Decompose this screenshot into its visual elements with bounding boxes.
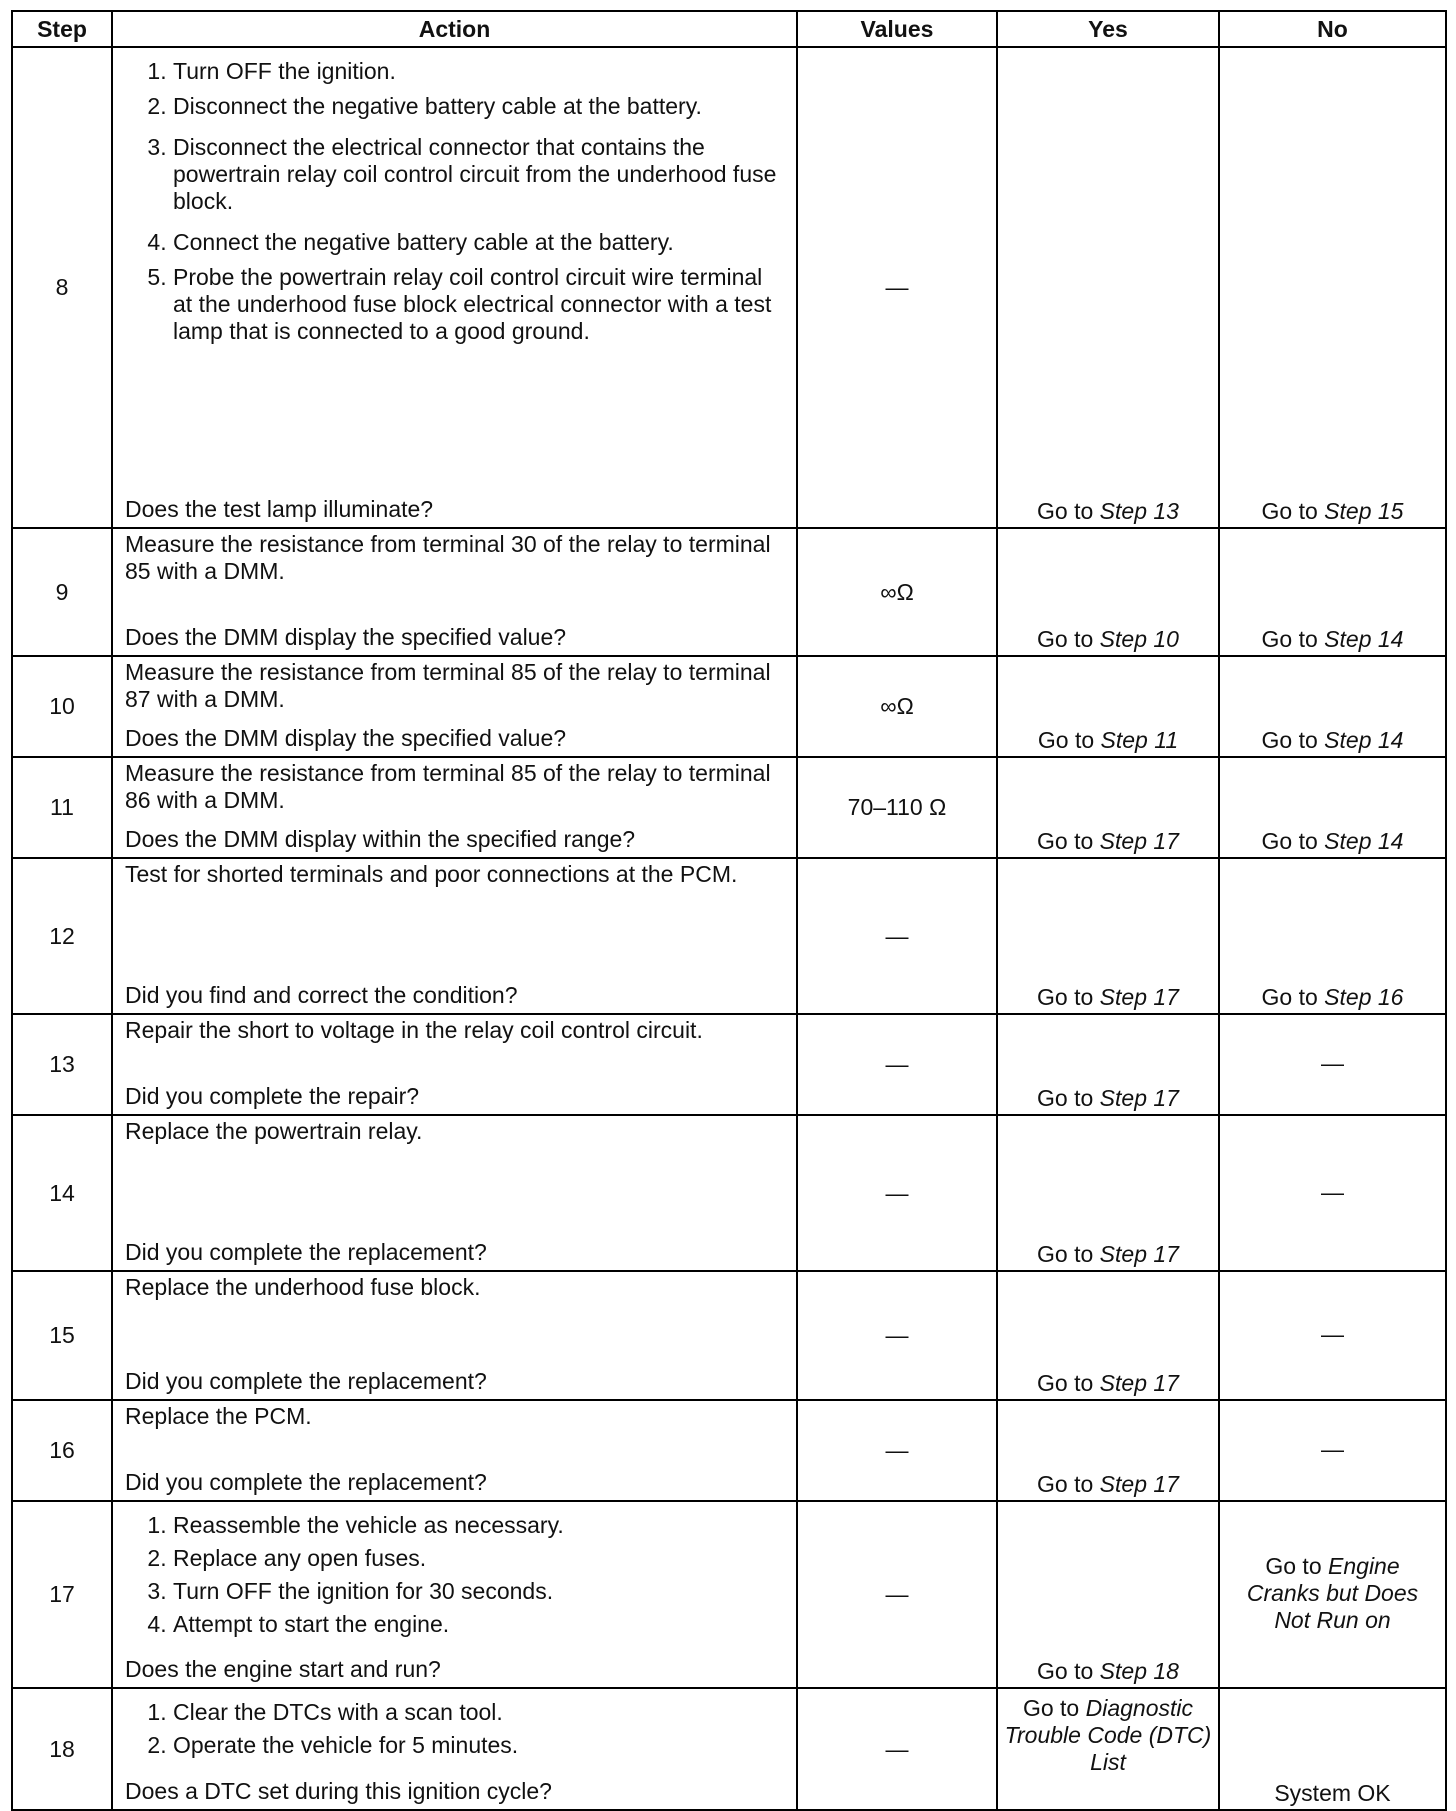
- no-cell: [1219, 656, 1446, 757]
- table-row-step-12: [12, 858, 1446, 1014]
- value-cell: —: [797, 1115, 997, 1271]
- step-number: 8: [12, 47, 112, 528]
- step-number: 10: [12, 656, 112, 757]
- table-row-step-18: [12, 1688, 1446, 1810]
- step-number: 16: [12, 1400, 112, 1501]
- yes-cell: [997, 1014, 1219, 1115]
- table-row-step-14: [12, 1115, 1446, 1271]
- question: Does the DMM display the specified value?: [125, 624, 567, 650]
- table-row-step-15: [12, 1271, 1446, 1400]
- no-cell: —: [1219, 1400, 1446, 1501]
- yes-target: Step 17: [1099, 828, 1179, 854]
- no-prefix: Go to: [1261, 727, 1318, 753]
- header-no: No: [1219, 11, 1446, 47]
- instruction-item: 2. Replace any open fuses.: [173, 1545, 786, 1572]
- yes-cell: [997, 1688, 1219, 1810]
- value-cell: —: [797, 1271, 997, 1400]
- step-number: 9: [12, 528, 112, 656]
- yes-prefix: Go to: [1037, 1085, 1094, 1111]
- yes-cell: [997, 1501, 1219, 1688]
- yes-prefix: Go to: [1037, 1241, 1094, 1267]
- no-cell: —: [1219, 1271, 1446, 1400]
- yes-cell: [997, 858, 1219, 1014]
- yes-cell: [997, 528, 1219, 656]
- yes-prefix: Go to: [1037, 1370, 1094, 1396]
- action-text: Measure the resistance from terminal 85 of the relay to terminal 87 with a DMM.: [125, 659, 771, 712]
- no-target: Step 14: [1324, 727, 1404, 753]
- table-row-step-13: [12, 1014, 1446, 1115]
- yes-target: Step 10: [1099, 626, 1179, 652]
- no-prefix: Go to: [1261, 984, 1318, 1010]
- yes-prefix: Go to: [1037, 828, 1094, 854]
- action-cell: [112, 858, 797, 1014]
- table-row-step-9: [12, 528, 1446, 656]
- yes-target: Step 17: [1099, 1241, 1179, 1267]
- value-cell: —: [797, 1688, 997, 1810]
- no-cell: [1219, 757, 1446, 858]
- question: Does the test lamp illuminate?: [125, 496, 434, 522]
- action-text: Repair the short to voltage in the relay coil control circuit.: [125, 1017, 703, 1043]
- action-text: Replace the PCM.: [125, 1403, 312, 1429]
- instruction-item: 3. Turn OFF the ignition for 30 seconds.: [173, 1578, 786, 1605]
- value-cell: —: [797, 1501, 997, 1688]
- action-cell: [112, 528, 797, 656]
- instruction-item: 3. Disconnect the electrical connector that contains the powertrain relay coil control circuit from the underhood fuse block.: [173, 134, 786, 215]
- diagnostic-table: [11, 10, 1447, 1811]
- table-row-step-16: [12, 1400, 1446, 1501]
- question: Does a DTC set during this ignition cycle?: [125, 1778, 552, 1804]
- action-text: Measure the resistance from terminal 30 of the relay to terminal 85 with a DMM.: [125, 531, 771, 584]
- no-target: Step 14: [1324, 828, 1404, 854]
- no-cell: System OK: [1219, 1688, 1446, 1810]
- yes-target: Step 17: [1099, 1471, 1179, 1497]
- question: Did you complete the replacement?: [125, 1469, 487, 1495]
- value-cell: ∞Ω: [797, 656, 997, 757]
- no-prefix: Go to: [1261, 626, 1318, 652]
- instruction-item: 5. Probe the powertrain relay coil control circuit wire terminal at the underhood fuse block electrical connector with a test lamp that is connected to a good ground.: [173, 264, 786, 345]
- yes-prefix: Go to: [1037, 1658, 1094, 1684]
- action-cell: [112, 1400, 797, 1501]
- no-cell: [1219, 1501, 1446, 1688]
- instruction-item: 1. Clear the DTCs with a scan tool.: [173, 1699, 786, 1726]
- question: Did you find and correct the condition?: [125, 982, 518, 1008]
- action-cell: [112, 1014, 797, 1115]
- instruction-item: 2. Disconnect the negative battery cable at the battery.: [173, 93, 786, 120]
- yes-prefix: Go to: [1022, 1695, 1080, 1721]
- no-cell: —: [1219, 1014, 1446, 1115]
- instruction-list: [125, 48, 786, 345]
- yes-target: Step 13: [1099, 498, 1179, 524]
- yes-prefix: Go to: [1037, 498, 1094, 524]
- value-cell: —: [797, 858, 997, 1014]
- header-action: Action: [112, 11, 797, 47]
- no-target: Engine Cranks but Does Not Run on: [1246, 1553, 1419, 1633]
- value-cell: 70–110 Ω: [797, 757, 997, 858]
- value-cell: —: [797, 47, 997, 528]
- yes-cell: [997, 1115, 1219, 1271]
- value-cell: ∞Ω: [797, 528, 997, 656]
- no-cell: [1219, 858, 1446, 1014]
- yes-target: Step 17: [1099, 984, 1179, 1010]
- instruction-list: [125, 1502, 786, 1638]
- instruction-item: 4. Attempt to start the engine.: [173, 1611, 786, 1638]
- yes-target: Step 11: [1100, 727, 1179, 753]
- yes-prefix: Go to: [1037, 1471, 1094, 1497]
- table-row-step-11: [12, 757, 1446, 858]
- value-cell: —: [797, 1014, 997, 1115]
- no-prefix: Go to: [1265, 1553, 1322, 1579]
- yes-target: Step 18: [1099, 1658, 1179, 1684]
- yes-target: Diagnostic Trouble Code (DTC) List: [1004, 1695, 1212, 1775]
- step-number: 15: [12, 1271, 112, 1400]
- step-number: 17: [12, 1501, 112, 1688]
- yes-prefix: Go to: [1037, 984, 1094, 1010]
- value-cell: —: [797, 1400, 997, 1501]
- action-text: Replace the underhood fuse block.: [125, 1274, 481, 1300]
- action-cell: [112, 1501, 797, 1688]
- header-step: Step: [12, 11, 112, 47]
- table-row-step-8: [12, 47, 1446, 528]
- action-cell: [112, 1115, 797, 1271]
- no-target: Step 16: [1324, 984, 1404, 1010]
- step-number: 14: [12, 1115, 112, 1271]
- no-prefix: Go to: [1261, 498, 1318, 524]
- question: Did you complete the replacement?: [125, 1368, 487, 1394]
- action-cell: [112, 757, 797, 858]
- yes-cell: [997, 656, 1219, 757]
- instruction-list: [125, 1689, 786, 1759]
- step-number: 13: [12, 1014, 112, 1115]
- instruction-item: 4. Connect the negative battery cable at the battery.: [173, 229, 786, 256]
- yes-target: Step 17: [1099, 1370, 1179, 1396]
- action-cell: [112, 1271, 797, 1400]
- yes-cell: [997, 47, 1219, 528]
- no-prefix: Go to: [1261, 828, 1318, 854]
- action-cell: [112, 47, 797, 528]
- yes-cell: [997, 757, 1219, 858]
- step-number: 11: [12, 757, 112, 858]
- question: Did you complete the replacement?: [125, 1239, 487, 1265]
- yes-cell: [997, 1271, 1219, 1400]
- no-cell: [1219, 528, 1446, 656]
- header-values: Values: [797, 11, 997, 47]
- instruction-item: 1. Reassemble the vehicle as necessary.: [173, 1512, 786, 1539]
- step-number: 18: [12, 1688, 112, 1810]
- question: Did you complete the repair?: [125, 1083, 420, 1109]
- action-text: Replace the powertrain relay.: [125, 1118, 423, 1144]
- step-number: 12: [12, 858, 112, 1014]
- yes-prefix: Go to: [1037, 727, 1095, 753]
- action-text: Test for shorted terminals and poor connections at the PCM.: [125, 861, 738, 887]
- table-row-step-10: [12, 656, 1446, 757]
- instruction-item: 1. Turn OFF the ignition.: [173, 58, 786, 85]
- yes-cell: [997, 1400, 1219, 1501]
- header-row: [12, 11, 1446, 47]
- table-row-step-17: [12, 1501, 1446, 1688]
- action-cell: [112, 656, 797, 757]
- question: Does the DMM display within the specified range?: [125, 826, 636, 852]
- instruction-item: 2. Operate the vehicle for 5 minutes.: [173, 1732, 786, 1759]
- yes-prefix: Go to: [1037, 626, 1094, 652]
- action-cell: [112, 1688, 797, 1810]
- no-cell: [1219, 47, 1446, 528]
- yes-target: Step 17: [1099, 1085, 1179, 1111]
- no-target: Step 15: [1324, 498, 1404, 524]
- question: Does the DMM display the specified value?: [125, 725, 567, 751]
- question: Does the engine start and run?: [125, 1656, 441, 1682]
- action-text: Measure the resistance from terminal 85 of the relay to terminal 86 with a DMM.: [125, 760, 771, 813]
- no-cell: —: [1219, 1115, 1446, 1271]
- header-yes: Yes: [997, 11, 1219, 47]
- no-target: Step 14: [1324, 626, 1404, 652]
